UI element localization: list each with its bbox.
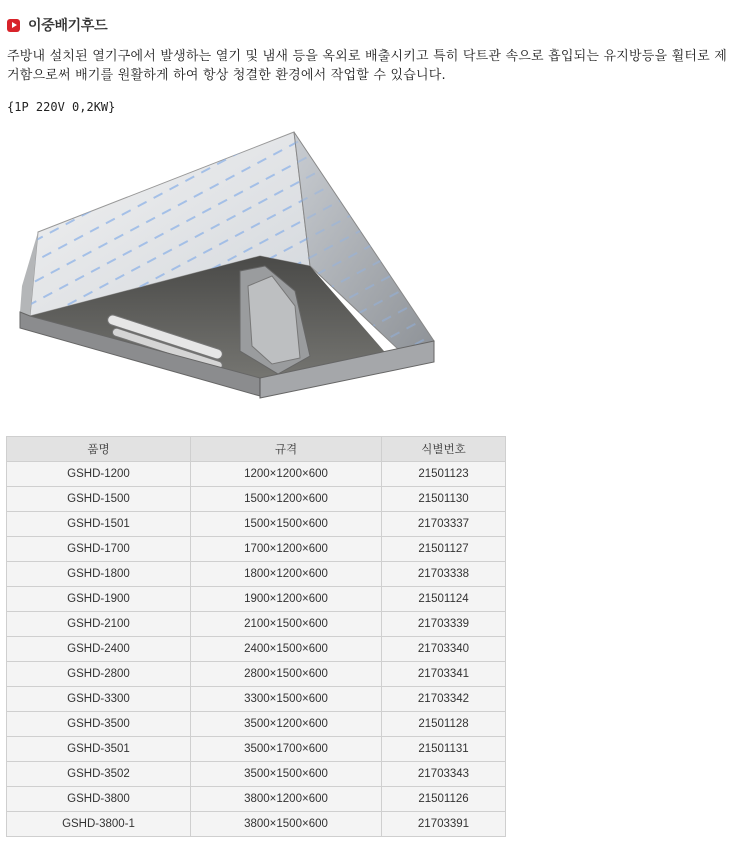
cell-name: GSHD-1200 [7, 462, 191, 487]
cell-id: 21703339 [382, 612, 506, 637]
table-row [7, 662, 506, 687]
cell-id: 21501126 [382, 787, 506, 812]
cell-size: 1500×1200×600 [191, 487, 382, 512]
header-size: 규격 [191, 437, 382, 462]
cell-size: 3300×1500×600 [191, 687, 382, 712]
cell-id: 21501127 [382, 537, 506, 562]
cell-name: GSHD-1500 [7, 487, 191, 512]
cell-name: GSHD-2100 [7, 612, 191, 637]
cell-name: GSHD-3500 [7, 712, 191, 737]
table-row [7, 462, 506, 487]
table-row [7, 737, 506, 762]
cell-name: GSHD-2400 [7, 637, 191, 662]
cell-id: 21703391 [382, 812, 506, 837]
cell-name: GSHD-1900 [7, 587, 191, 612]
product-description: 주방내 설치된 열기구에서 발생하는 열기 및 냄새 등을 옥외로 배출시키고 특히 닥트관 속으로 흡입되는 유지방등을 휠터로 제거함으로써 배기를 원활하게 하여 항상 청결한 환경에서 작업할 수 있습니다. [7, 49, 727, 83]
cell-name: GSHD-1501 [7, 512, 191, 537]
table-row [7, 637, 506, 662]
product-table [6, 436, 506, 837]
page-title: 이중배기후드 [28, 18, 108, 34]
cell-name: GSHD-1800 [7, 562, 191, 587]
table-row [7, 587, 506, 612]
table-row [7, 487, 506, 512]
cell-name: GSHD-2800 [7, 662, 191, 687]
cell-size: 1200×1200×600 [191, 462, 382, 487]
section-title [7, 15, 107, 35]
cell-size: 2800×1500×600 [191, 662, 382, 687]
cell-id: 21501124 [382, 587, 506, 612]
cell-name: GSHD-3502 [7, 762, 191, 787]
table-row [7, 562, 506, 587]
cell-id: 21501130 [382, 487, 506, 512]
cell-size: 3800×1500×600 [191, 812, 382, 837]
cell-size: 1800×1200×600 [191, 562, 382, 587]
table-row [7, 537, 506, 562]
bullet-arrow-icon [7, 19, 20, 32]
hood-product-photo [10, 126, 440, 418]
cell-size: 3500×1700×600 [191, 737, 382, 762]
cell-size: 1900×1200×600 [191, 587, 382, 612]
cell-size: 2100×1500×600 [191, 612, 382, 637]
table-row [7, 512, 506, 537]
cell-id: 21703340 [382, 637, 506, 662]
cell-id: 21703343 [382, 762, 506, 787]
table-row [7, 787, 506, 812]
cell-size: 3500×1200×600 [191, 712, 382, 737]
cell-name: GSHD-3300 [7, 687, 191, 712]
table-row [7, 762, 506, 787]
cell-size: 2400×1500×600 [191, 637, 382, 662]
table-header-row [7, 437, 506, 462]
header-name: 품명 [7, 437, 191, 462]
cell-id: 21703337 [382, 512, 506, 537]
cell-size: 3800×1200×600 [191, 787, 382, 812]
cell-id: 21501128 [382, 712, 506, 737]
cell-name: GSHD-3800 [7, 787, 191, 812]
cell-id: 21703342 [382, 687, 506, 712]
header-id: 식별번호 [382, 437, 506, 462]
cell-name: GSHD-3800-1 [7, 812, 191, 837]
cell-name: GSHD-3501 [7, 737, 191, 762]
cell-id: 21703341 [382, 662, 506, 687]
cell-id: 21703338 [382, 562, 506, 587]
table-row [7, 712, 506, 737]
cell-id: 21501131 [382, 737, 506, 762]
table-row [7, 612, 506, 637]
cell-size: 1500×1500×600 [191, 512, 382, 537]
cell-size: 1700×1200×600 [191, 537, 382, 562]
power-spec: {1P 220V 0,2KW} [7, 100, 116, 114]
table-row [7, 687, 506, 712]
cell-size: 3500×1500×600 [191, 762, 382, 787]
cell-name: GSHD-1700 [7, 537, 191, 562]
cell-id: 21501123 [382, 462, 506, 487]
table-row [7, 812, 506, 837]
